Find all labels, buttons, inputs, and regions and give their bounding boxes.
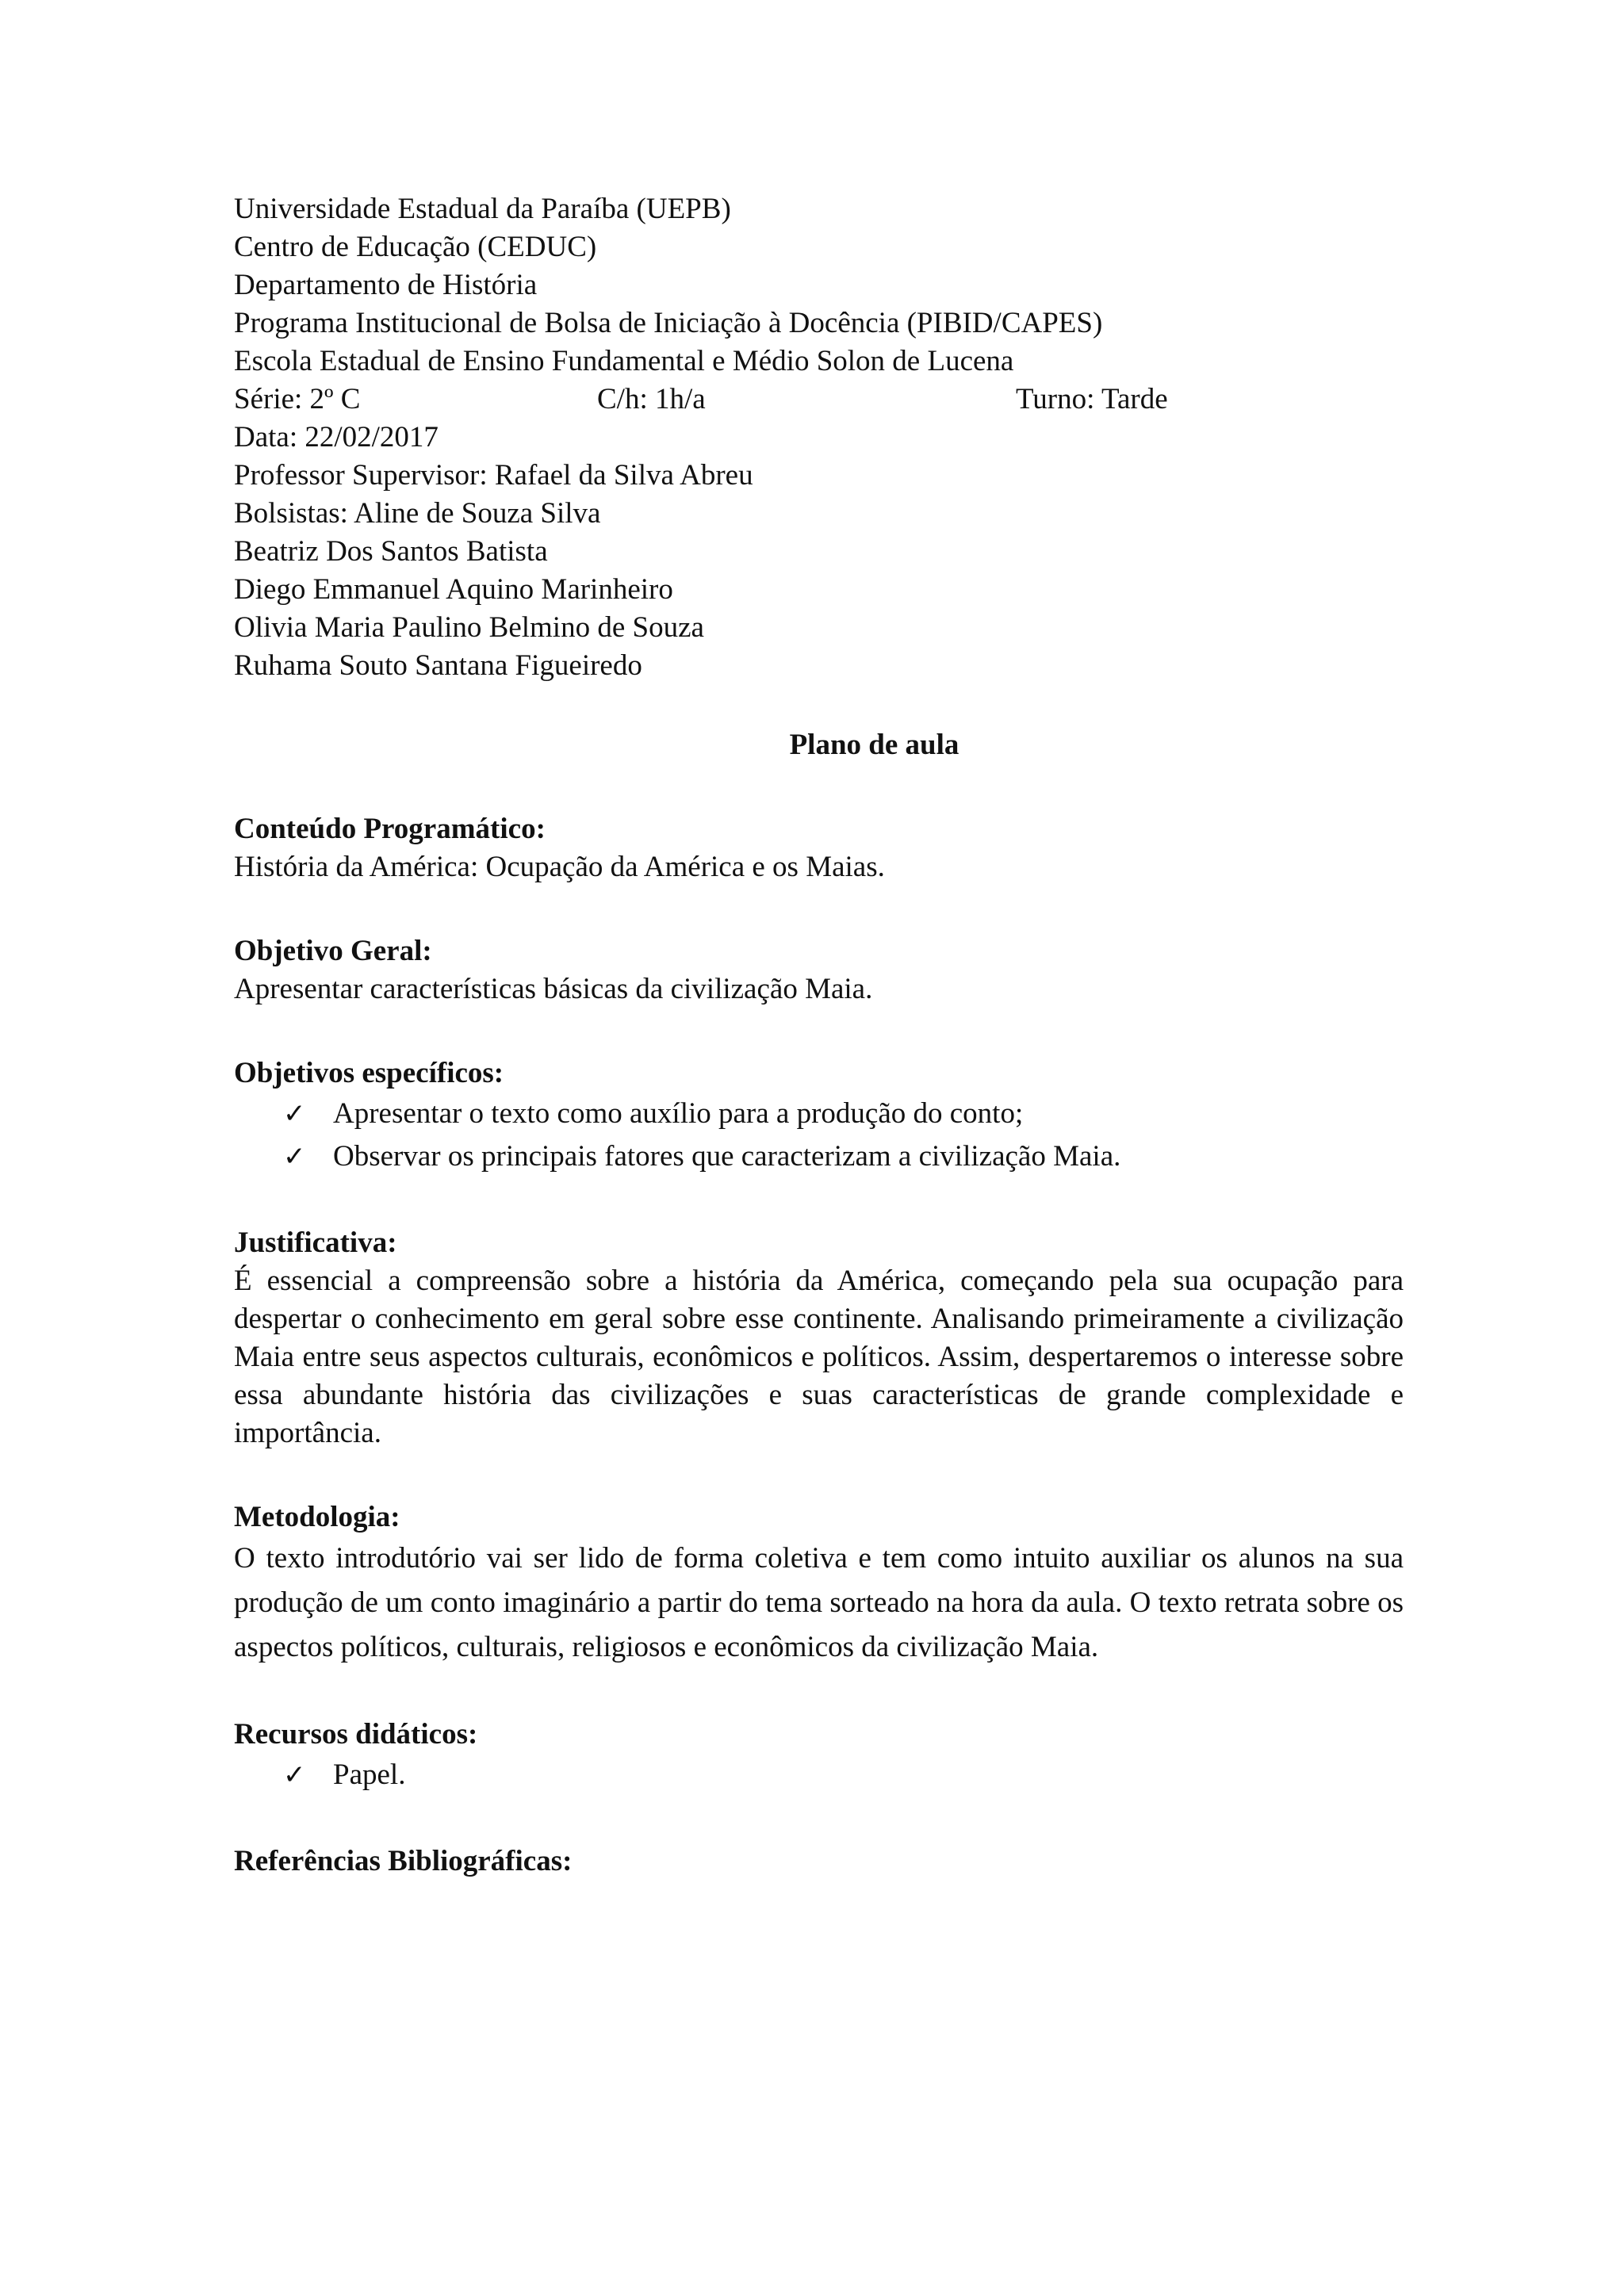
checkmark-icon: ✓ [283, 1098, 306, 1130]
bolsista-name: Ruhama Souto Santana Figueiredo [234, 649, 642, 682]
section-heading: Conteúdo Programático: [234, 813, 546, 845]
section-text: É essencial a compreensão sobre a história da América, começando pela sua ocupação para despertar o conhecimento em geral sobre esse continente. Analisando primeiramente a civilização Maia entre seus aspectos culturais, econômicos e políticos. Assim, despertaremos o interesse sobre essa abundante história das civilizações e suas características de grande complexidade e importância. [234, 1265, 1404, 1449]
list-item-text: Observar os principais fatores que caracterizam a civilização Maia. [333, 1140, 1121, 1173]
section-objetivo-geral [234, 932, 1404, 1008]
serie-field: Série: 2º C [234, 383, 361, 415]
list-item [234, 1754, 1404, 1797]
resources-list [234, 1754, 1404, 1797]
section-justificativa [234, 1224, 1404, 1452]
bolsista-name: Beatriz Dos Santos Batista [234, 535, 548, 568]
checkmark-icon: ✓ [283, 1759, 306, 1791]
section-referencias [234, 1843, 1404, 1881]
section-text: Apresentar características básicas da civilização Maia. [234, 973, 873, 1005]
section-heading: Objetivo Geral: [234, 935, 432, 967]
shift-field: Turno: Tarde [1016, 383, 1168, 415]
section-heading: Objetivos específicos: [234, 1057, 504, 1089]
section-heading: Referências Bibliográficas: [234, 1845, 573, 1877]
class-info-row [234, 381, 1404, 419]
section-text: O texto introdutório vai ser lido de forma coletiva e tem como intuito auxiliar os alunos na sua produção de um conto imaginário a partir do tema sorteado na hora da aula. O texto retrata sobre os aspectos políticos, culturais, religiosos e econômicos da civilização Maia. [234, 1542, 1404, 1663]
document-content [234, 190, 1404, 1881]
program-line: Programa Institucional de Bolsa de Iniciação à Docência (PIBID/CAPES) [234, 307, 1103, 339]
bolsistas-line: Bolsistas: Aline de Souza Silva [234, 497, 601, 530]
section-heading: Justificativa: [234, 1226, 397, 1259]
section-heading: Recursos didáticos: [234, 1718, 478, 1751]
supervisor-line: Professor Supervisor: Rafael da Silva Abreu [234, 459, 753, 492]
list-item-text: Papel. [333, 1758, 406, 1791]
list-item [234, 1093, 1404, 1135]
section-metodologia [234, 1498, 1404, 1670]
date-line: Data: 22/02/2017 [234, 421, 439, 453]
checkmark-icon: ✓ [283, 1141, 306, 1173]
section-heading: Metodologia: [234, 1501, 400, 1533]
workload-field: C/h: 1h/a [597, 383, 706, 415]
section-objetivos-especificos [234, 1054, 1404, 1178]
section-recursos [234, 1716, 1404, 1797]
document-title: Plano de aula [789, 729, 959, 761]
section-text: História da América: Ocupação da América e os Maias. [234, 851, 885, 883]
list-item [234, 1135, 1404, 1178]
center-line: Centro de Educação (CEDUC) [234, 231, 597, 263]
school-line: Escola Estadual de Ensino Fundamental e Médio Solon de Lucena [234, 345, 1014, 377]
objectives-list [234, 1093, 1404, 1178]
department-line: Departamento de História [234, 269, 538, 301]
section-conteudo [234, 810, 1404, 886]
bolsista-name: Diego Emmanuel Aquino Marinheiro [234, 573, 673, 606]
university-line: Universidade Estadual da Paraíba (UEPB) [234, 193, 731, 225]
bolsista-name: Olivia Maria Paulino Belmino de Souza [234, 611, 704, 644]
list-item-text: Apresentar o texto como auxílio para a produção do conto; [333, 1097, 1024, 1130]
